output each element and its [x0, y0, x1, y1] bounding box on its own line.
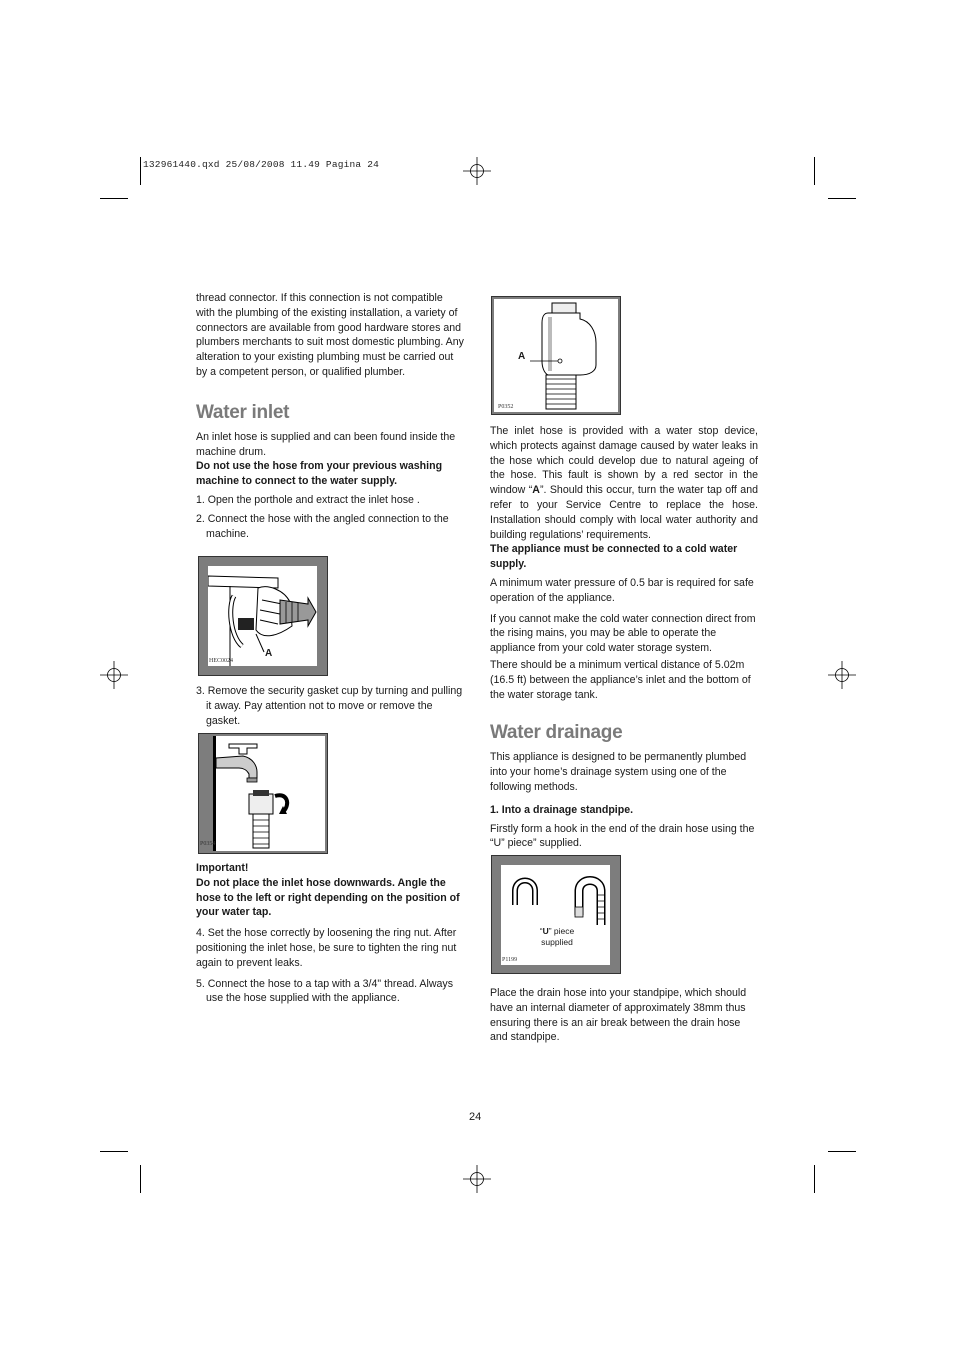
inlet-steps-list — [196, 493, 464, 541]
u-piece-illustration-icon — [501, 865, 610, 965]
left-step-3 — [196, 684, 464, 734]
standpipe-title: 1. Into a drainage standpipe. — [490, 803, 634, 816]
step-2: 2. Connect the hose with the angled connection to the machine. — [196, 512, 449, 540]
step-1: 1. Open the porthole and extract the inlet hose . — [196, 493, 420, 506]
hose-connection-illustration-icon — [208, 566, 317, 666]
crop-mark-bottom-right-h — [828, 1151, 856, 1152]
step-5: 5. Connect the hose to a tap with a 3/4" thread. Always use the hose supplied with the appliance. — [196, 977, 453, 1005]
cold-water-warning: The appliance must be connected to a cold water supply. — [490, 543, 738, 571]
water-inlet-heading: Water inlet — [196, 401, 290, 423]
water-drainage-heading: Water drainage — [490, 722, 623, 744]
figure-1-label-a: A — [265, 648, 273, 659]
water-stop-window-label: A — [532, 484, 540, 497]
registration-mark-bottom-icon — [463, 1165, 491, 1193]
water-stop-device-illustration-icon — [494, 299, 618, 412]
cold-storage-paragraph: If you cannot make the cold water connection direct from the rising mains, you may be able to operate the appliance from your cold water storage system. — [490, 612, 756, 655]
slug-line: 132961440.qxd 25/08/2008 11.49 Pagina 24 — [143, 159, 380, 170]
pressure-paragraph: A minimum water pressure of 0.5 bar is required for safe operation of the appliance. — [490, 576, 754, 604]
standpipe-paragraph: Firstly form a hook in the end of the drain hose using the “U” piece” supplied. — [490, 822, 755, 850]
vertical-distance-paragraph: There should be a minimum vertical distance of 5.02m (16.5 ft) between the appliance’s inlet and the bottom of the water storage tank. — [490, 658, 751, 701]
left-column-top — [196, 291, 464, 547]
intro-paragraph: thread connector. If this connection is not compatible with the plumbing of the existing installation, a variety of connectors are available from good hardware stores and plumbers merchants to suit most domestic plumbing. Any alteration to your existing plumbing must be carried out by a competent person, or qualified plumber. — [196, 292, 464, 378]
right-column-top — [490, 424, 758, 857]
important-text: Do not place the inlet hose downwards. Angle the hose to the left or right depending on the position of your water tap. — [196, 876, 460, 919]
figure-water-stop-device — [491, 296, 621, 415]
standpipe-placement-paragraph: Place the drain hose into your standpipe, which should have an internal diameter of approximately 38mm thus ensuring there is an air break between the drain hose and standpipe. — [490, 987, 747, 1044]
crop-mark-top-right-h — [828, 198, 856, 199]
step-3: 3. Remove the security gasket cup by turning and pulling it away. Pay attention not to move or remove the gasket. — [196, 685, 463, 727]
water-stop-paragraph: The inlet hose is provided with a water stop device, which protects against damage caused by water leaks in the hose which could develop due to natural ageing of the hose. This fault is shown by a red sector in the window “A”. Should this occur, turn the water tap off and refer to your Service Centre to replace the hose. Installation should comply with local water authority and building regulations’ requirements. — [490, 425, 758, 541]
u-piece-caption: “U” piece supplied — [539, 926, 575, 947]
registration-mark-right-icon — [828, 661, 856, 689]
figure-hose-connection — [198, 556, 328, 676]
crop-mark-top-left-v — [140, 157, 141, 185]
registration-mark-top-icon — [463, 157, 491, 185]
page-number: 24 — [469, 1111, 482, 1123]
important-title: Important! — [196, 862, 249, 874]
registration-mark-left-icon — [100, 661, 128, 689]
tap-gasket-illustration-icon — [213, 736, 325, 851]
figure-u-piece — [491, 855, 621, 974]
figure-3-code: P0352 — [498, 404, 514, 410]
figure-tap-gasket — [198, 733, 328, 854]
left-column-bottom — [196, 861, 464, 1012]
figure-3-label-a: A — [518, 351, 526, 362]
crop-mark-bottom-right-v — [814, 1165, 815, 1193]
right-column-bottom — [490, 986, 758, 1051]
drainage-paragraph: This appliance is designed to be permanently plumbed into your home’s drainage system using one of the following methods. — [490, 751, 747, 793]
step-4: 4. Set the hose correctly by loosening the ring nut. After positioning the inlet hose, be sure to tighten the ring nut again to prevent leaks. — [196, 927, 457, 969]
inlet-paragraph: An inlet hose is supplied and can been found inside the machine drum. — [196, 430, 456, 458]
crop-mark-bottom-left-h — [100, 1151, 128, 1152]
figure-1-code: HEC0024 — [209, 658, 233, 664]
inlet-warning: Do not use the hose from your previous washing machine to connect to the water supply. — [196, 460, 443, 488]
figure-4-code: P1199 — [502, 957, 518, 963]
crop-mark-bottom-left-v — [140, 1165, 141, 1193]
figure-2-code: P0354 — [200, 841, 216, 847]
crop-mark-top-left-h — [100, 198, 128, 199]
crop-mark-top-right-v — [814, 157, 815, 185]
